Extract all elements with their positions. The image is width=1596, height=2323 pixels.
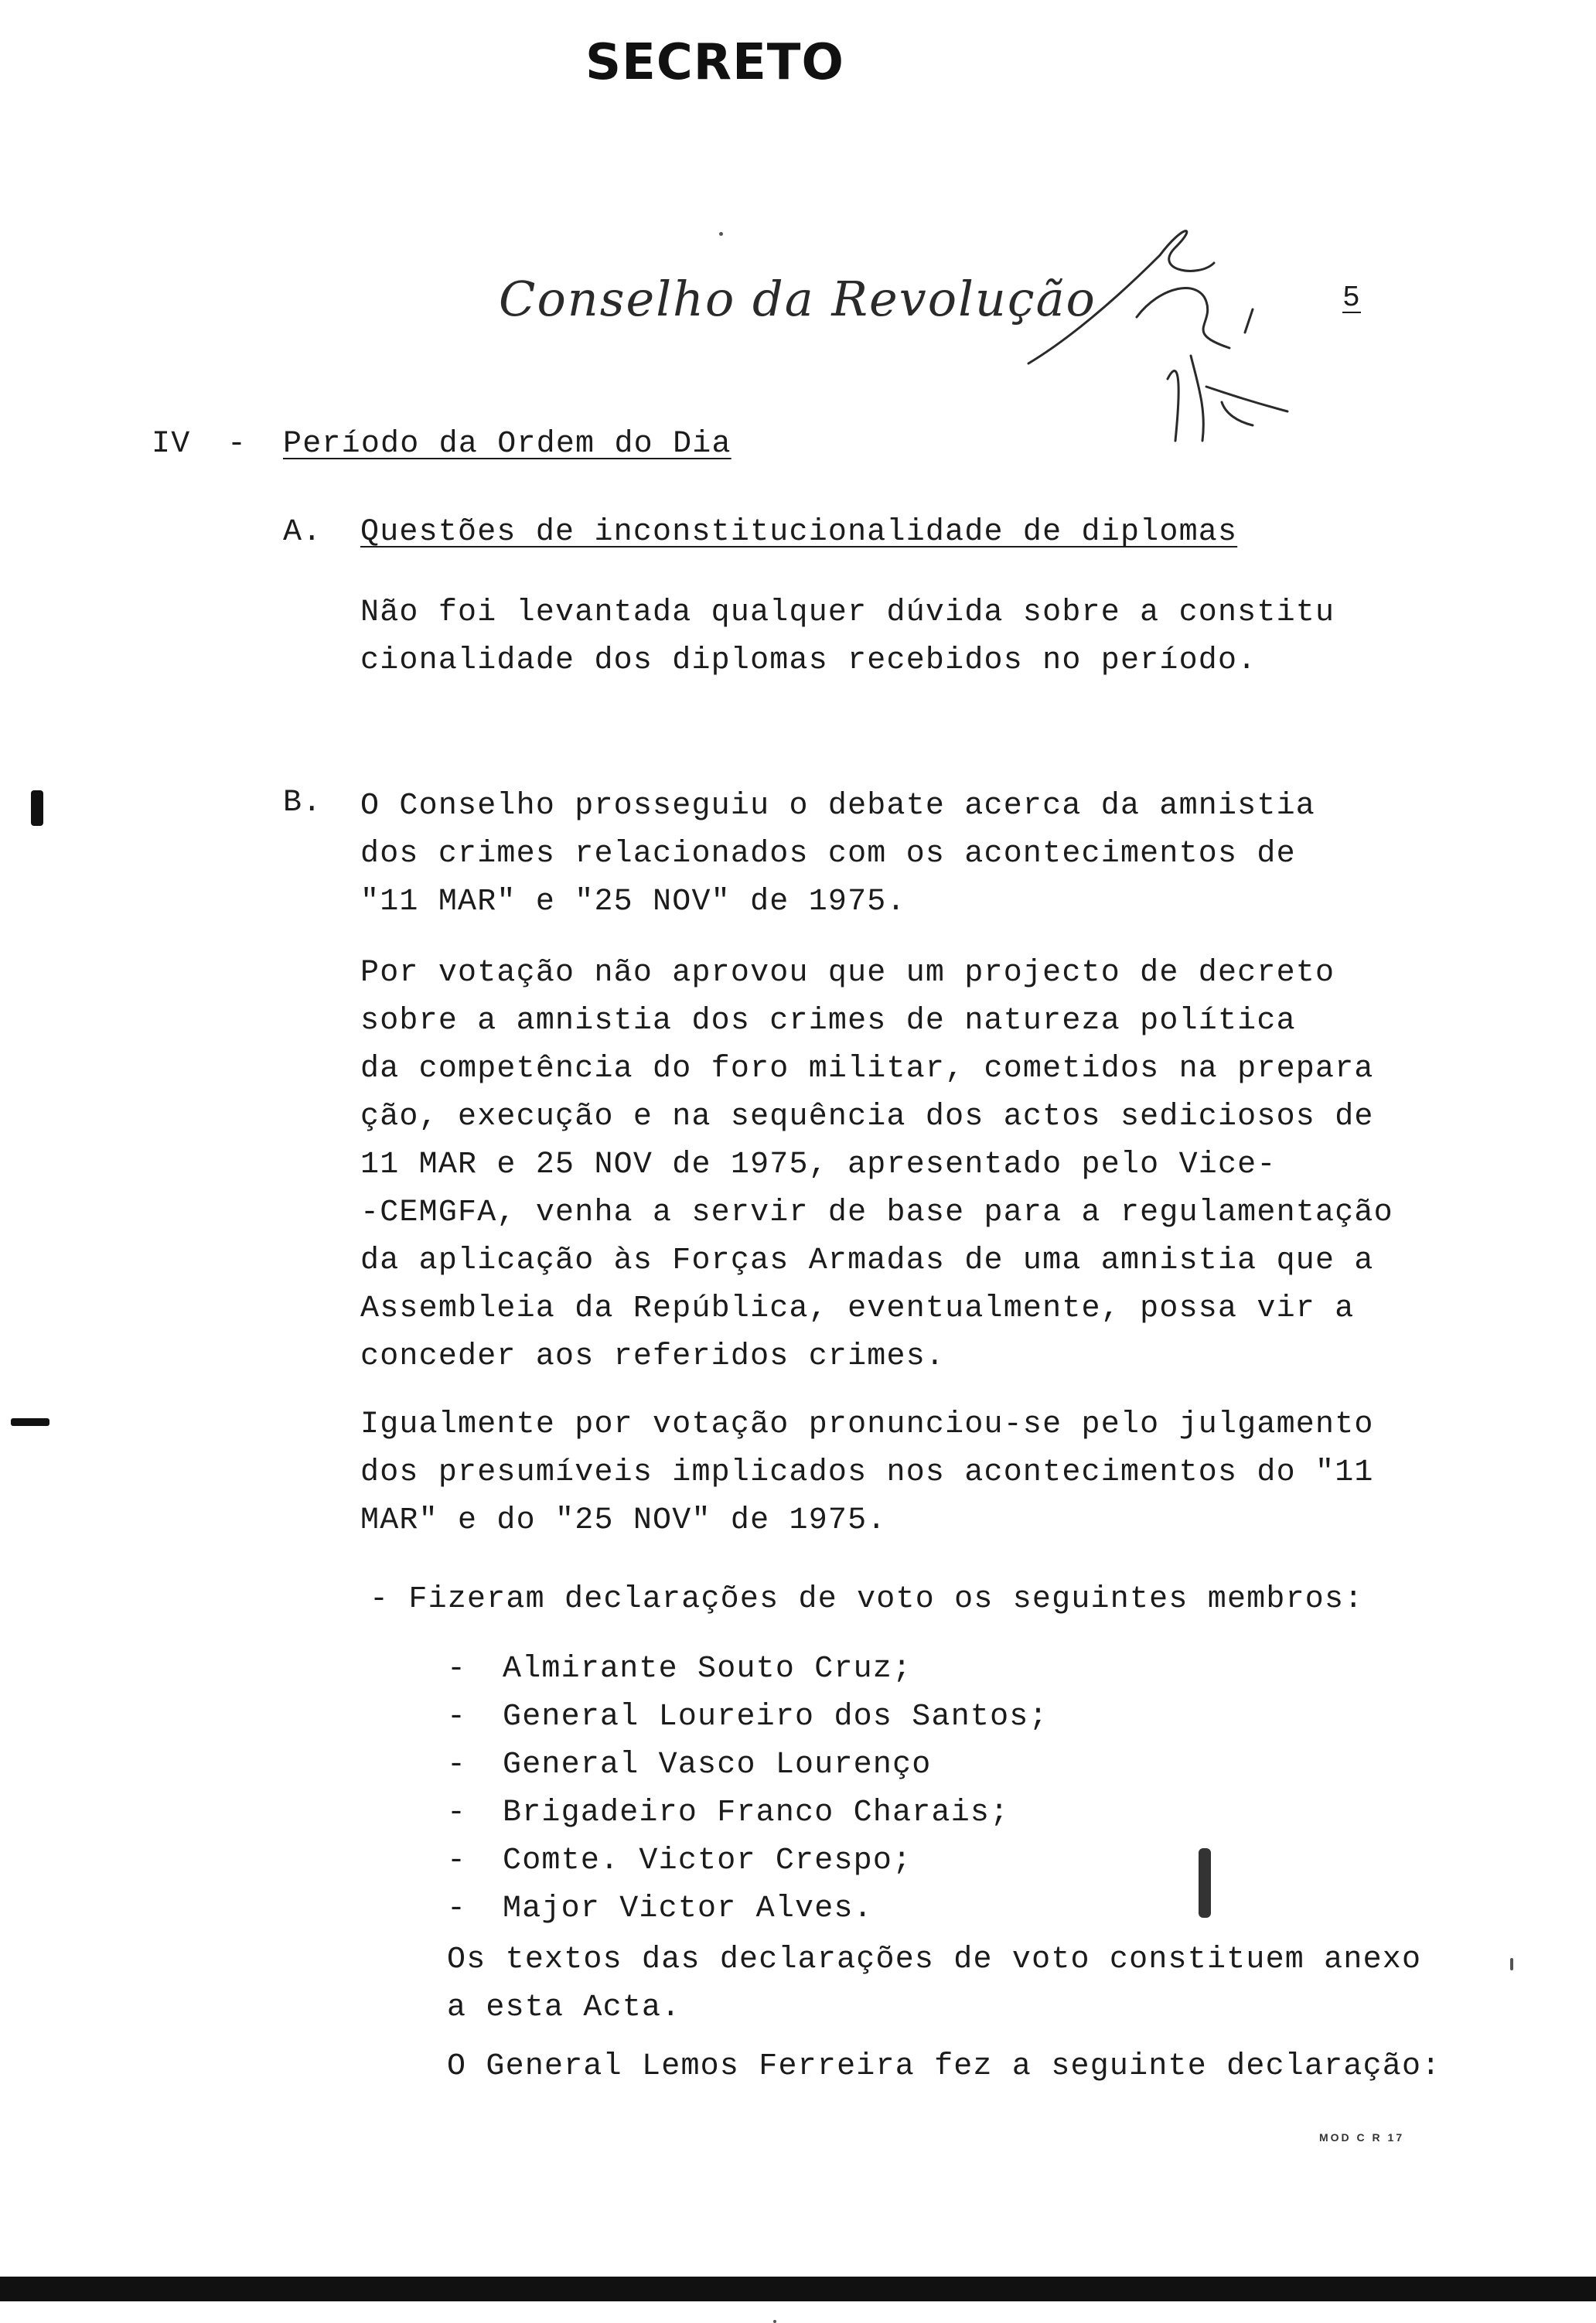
item-a-paragraph (360, 589, 1335, 685)
item-b-paragraph-1 (360, 783, 1315, 926)
text-line: sobre a amnistia dos crimes de natureza política (360, 1004, 1296, 1039)
item-a-title: Questões de inconstitucionalidade de diplomas (360, 515, 1238, 550)
text-line: cionalidade dos diplomas recebidos no período. (360, 643, 1257, 678)
form-code: MOD C R 17 (1319, 2131, 1405, 2144)
text-line: Assembleia da República, eventualmente, possa vir a (360, 1291, 1355, 1326)
item-b-letter: B. (283, 786, 322, 820)
item-a-letter: A. (283, 515, 322, 550)
text-line: 11 MAR e 25 NOV de 1975, apresentado pelo Vice- (360, 1148, 1277, 1182)
list-item: - General Vasco Lourenço (447, 1748, 932, 1782)
scan-speck (719, 232, 723, 236)
text-line: da aplicação às Forças Armadas de uma amnistia que a (360, 1243, 1374, 1278)
page-number: 5 (1342, 281, 1362, 315)
text-line: ção, execução e na sequência dos actos sediciosos de (360, 1100, 1374, 1134)
list-item: - Comte. Victor Crespo; (447, 1844, 912, 1878)
members-list (447, 1646, 1049, 1933)
text-line: "11 MAR" e "25 NOV" de 1975. (360, 885, 906, 919)
section-dash: - (227, 427, 247, 462)
list-item: - Brigadeiro Franco Charais; (447, 1796, 1010, 1830)
list-item: - Major Victor Alves. (447, 1891, 873, 1926)
item-b-paragraph-2 (360, 950, 1393, 1381)
text-line: Por votação não aprovou que um projecto de decreto (360, 956, 1335, 991)
list-item: - General Loureiro dos Santos; (447, 1700, 1049, 1735)
list-item: - Almirante Souto Cruz; (447, 1652, 912, 1687)
text-line: O Conselho prosseguiu o debate acerca da amnistia (360, 789, 1315, 824)
handwritten-signature (1021, 209, 1299, 487)
scan-punch-mark (31, 790, 43, 826)
letterhead: Conselho da Revolução (499, 271, 1096, 327)
text-line: Não foi levantada qualquer dúvida sobre a constitu (360, 595, 1335, 630)
text-line: Os textos das declarações de voto constituem anexo (447, 1943, 1422, 1977)
scan-speck (773, 2320, 776, 2323)
text-line: dos crimes relacionados com os acontecimentos de (360, 837, 1296, 872)
text-line: -CEMGFA, venha a servir de base para a regulamentação (360, 1196, 1393, 1230)
scan-staple-mark (11, 1418, 49, 1426)
text-line: conceder aos referidos crimes. (360, 1339, 946, 1374)
declarations-intro: - Fizeram declarações de voto os seguintes membros: (370, 1582, 1364, 1617)
ink-smudge (1199, 1848, 1211, 1918)
section-numeral: IV (152, 427, 191, 462)
text-line: da competência do foro militar, cometidos na prepara (360, 1052, 1374, 1086)
text-line: a esta Acta. (447, 1990, 681, 2025)
final-statement: O General Lemos Ferreira fez a seguinte declaração: (447, 2049, 1441, 2084)
annex-note (447, 1936, 1421, 2032)
classification-stamp: SECRETO (585, 34, 844, 91)
item-b-paragraph-3 (360, 1401, 1374, 1545)
text-line: Igualmente por votação pronunciou-se pelo julgamento (360, 1407, 1374, 1442)
section-title: Período da Ordem do Dia (283, 427, 732, 462)
text-line: dos presumíveis implicados nos acontecimentos do "11 (360, 1455, 1374, 1490)
text-line: MAR" e do "25 NOV" de 1975. (360, 1503, 887, 1538)
scan-speck (1510, 1958, 1513, 1970)
scan-bottom-edge (0, 2277, 1596, 2301)
